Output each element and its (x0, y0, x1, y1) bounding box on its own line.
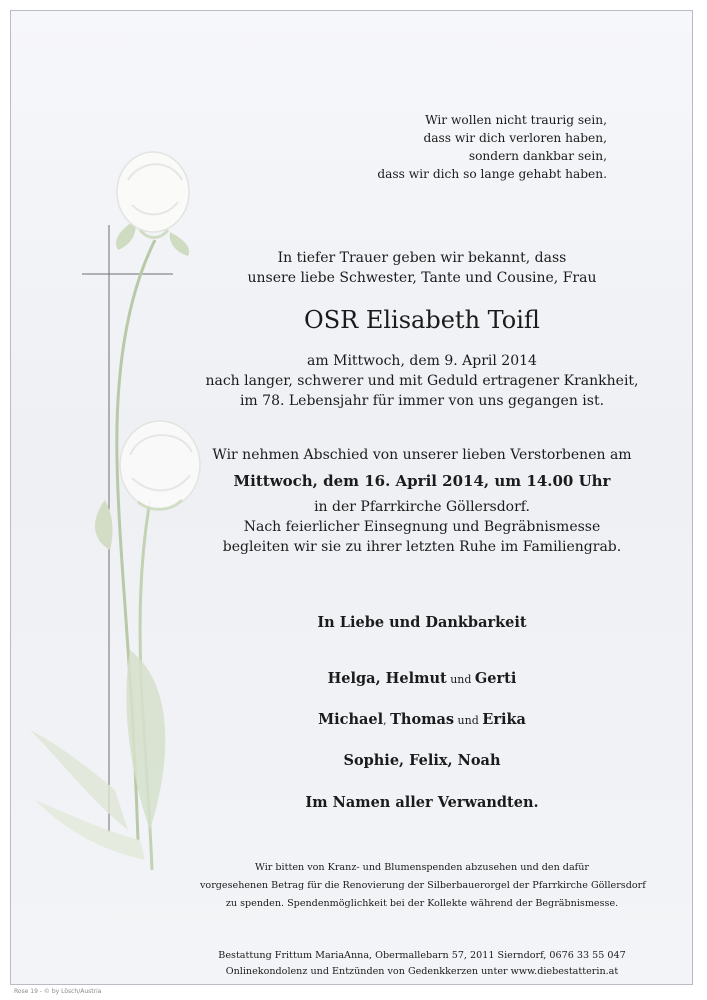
death-line-2: nach langer, schwerer und mit Geduld ertragener Krankheit, (205, 373, 639, 389)
family-line-2 (200, 711, 644, 728)
family-names-2b: Thomas (390, 711, 455, 728)
donation-line-3: zu spenden. Spendenmöglichkeit bei der Kollekte während der Begräbnismesse. (225, 898, 619, 909)
family-line-1 (200, 670, 644, 687)
family-line-3: Sophie, Felix, Noah (343, 752, 501, 769)
intro-line-1: In tiefer Trauer geben wir bekannt, dass (277, 250, 567, 266)
image-credit: Rose 19 - © by Lösch/Austria (14, 988, 102, 995)
funeral-detail-3: begleiten wir sie zu ihrer letzten Ruhe im Familiengrab. (222, 539, 622, 555)
death-line-1: am Mittwoch, dem 9. April 2014 (307, 353, 537, 369)
death-line-3: im 78. Lebensjahr für immer von uns gegangen ist. (239, 393, 605, 409)
donation-line-1: Wir bitten von Kranz- und Blumenspenden abzusehen und den dafür (255, 862, 589, 873)
family-names-2a: Michael (318, 711, 384, 728)
family-und-1: und (446, 673, 475, 686)
funeral-detail-1: in der Pfarrkirche Göllersdorf. (314, 499, 530, 515)
family-sep-2: , (383, 714, 391, 727)
undertaker-line-1: Bestattung Frittum MariaAnna, Obermallebarn 57, 2011 Sierndorf, 0676 33 55 047 (218, 950, 626, 961)
family-line-4: Im Namen aller Verwandten. (305, 794, 539, 811)
funeral-detail-2: Nach feierlicher Einsegnung und Begräbnismesse (243, 519, 601, 535)
funeral-date: Mittwoch, dem 16. April 2014, um 14.00 Uhr (233, 472, 611, 490)
family-names-2c: Erika (482, 711, 526, 728)
poem-line-4: dass wir dich so lange gehabt haben. (377, 167, 607, 181)
intro-line-2: unsere liebe Schwester, Tante und Cousine, Frau (247, 270, 597, 286)
farewell-intro: Wir nehmen Abschied von unserer lieben Verstorbenen am (212, 447, 632, 463)
poem-line-3: sondern dankbar sein, (468, 149, 607, 163)
poem-line-1: Wir wollen nicht traurig sein, (425, 113, 607, 127)
family-und-2: und (454, 714, 483, 727)
family-names-1a: Helga, Helmut (327, 670, 447, 687)
deceased-name: OSR Elisabeth Toifl (304, 306, 540, 334)
donation-line-2: vorgesehenen Betrag für die Renovierung der Silberbauerorgel der Pfarrkirche Göllersdorf (200, 880, 646, 891)
poem-line-2: dass wir dich verloren haben, (423, 131, 607, 145)
gratitude-line: In Liebe und Dankbarkeit (317, 614, 527, 631)
rose-cross-illustration (20, 140, 220, 880)
undertaker-line-2: Onlinekondolenz und Entzünden von Gedenkkerzen unter www.diebestatterin.at (225, 966, 619, 977)
family-names-1b: Gerti (474, 670, 517, 687)
